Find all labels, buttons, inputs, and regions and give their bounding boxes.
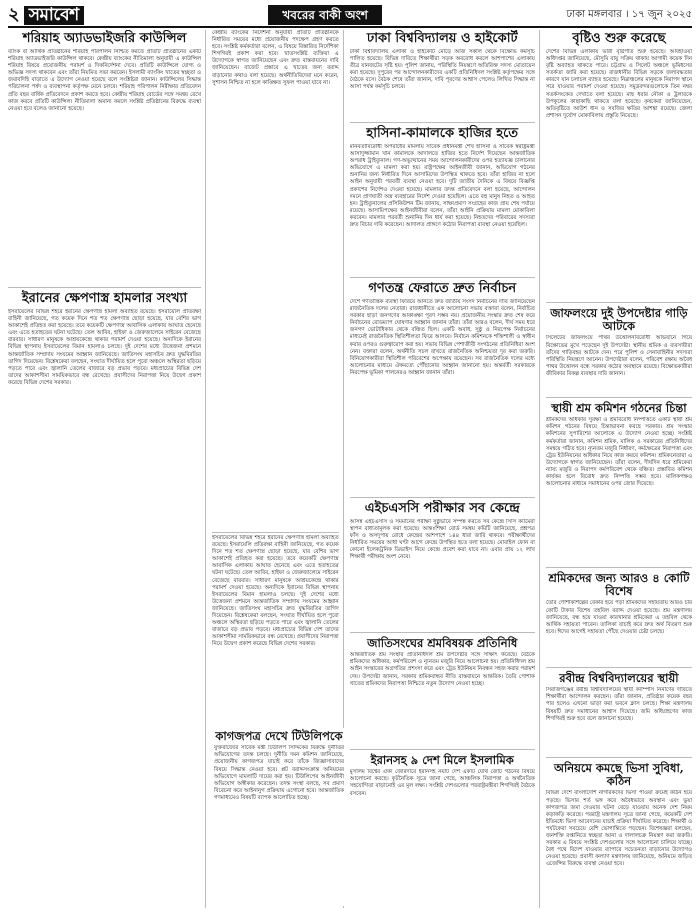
headline: স্থায়ী শ্রম কমিশন গঠনের চিন্তা [551,401,687,415]
column-1 [8,30,206,908]
dateline: ঢাকা মঙ্গলবার । ১৭ জুন ২০২৫ [566,8,692,20]
headline: এইচএসসি পরীক্ষার সব কেন্দ্রে [364,501,520,516]
story-rabindra-university [546,670,692,758]
story-tulip [214,728,344,906]
headline: রবীন্দ্র বিশ্ববিদ্যালয়ের স্থায়ী [559,671,679,685]
story-democracy-election [350,280,535,498]
story-body: ব্যাংক বা আর্থিক প্রতিষ্ঠানের শরিয়াহ পরিপালন নিশ্চিত করতে প্রতিটি প্রতিষ্ঠানের একটি শরিয়াহ অ্যাডভাইজরি কাউন্সিল থাকবে। কেন্দ্রীয় ব্যাংকের নীতিমালা অনুযায়ী এ কাউন্সিল শরিয়াহ বিষয়ে প্রয়োজনীয় পরামর্শ ও দিকনির্দেশনা দেবে। প্রতিটি কাউন্সিলে যোগ্য ও অভিজ্ঞ সদস্য থাকবেন এবং তাঁরা নিয়মিত সভা করবেন। ইসলামী ব্যাংকিং খাতের স্বচ্ছতা ও জবাবদিহি বাড়াতে এ উদ্যোগ নেওয়া হয়েছে বলে সংশ্লিষ্টরা জানান। কাউন্সিলের সিদ্ধান্ত পরিচালনা পর্ষদ ও ব্যবস্থাপনা কর্তৃপক্ষ মেনে চলবে। শরিয়াহ পরিপালন নিরীক্ষার প্রতিবেদন প্রতি বছর বার্ষিক প্রতিবেদনে প্রকাশ করতে হবে। কেন্দ্রীয় শরিয়াহ বোর্ডের সঙ্গে সমন্বয় রেখে কাজ করবে প্রতিটি কাউন্সিল। নীতিমালা অমান্য করলে সংশ্লিষ্ট প্রতিষ্ঠানের বিরুদ্ধে ব্যবস্থা নেওয়া হবে বলেও জানানো হয়েছে। [8,48,201,112]
headline: জাতিসংঘের শ্রমবিষয়ক প্রতিনিধি [367,636,518,650]
story-body: দেশে গণতান্ত্রিক ব্যবস্থা ফিরিয়ে আনতে দ্রুত জাতীয় সংসদ নির্বাচনের দাবি জানিয়েছেন রাজনৈতিক দলের নেতারা। রাজধানীতে এক আলোচনা সভায় বক্তারা বলেন, নির্বাচিত সরকার ছাড়া জনগণের আকাঙ্ক্ষা পূরণ সম্ভব নয়। প্রয়োজনীয় সংস্কার দ্রুত শেষ করে নির্বাচনের রোডম্যাপ ঘোষণার আহ্বান জানান তাঁরা। তাঁরা আরও বলেন, দীর্ঘ সময় ধরে জনগণ ভোটাধিকার থেকে বঞ্চিত ছিল। একটি অবাধ, সুষ্ঠু ও নিরপেক্ষ নির্বাচনের মাধ্যমেই রাজনৈতিক স্থিতিশীলতা ফিরে আসবে। নির্বাচন কমিশনকে শক্তিশালী ও স্বাধীন করার ওপরও গুরুত্বারোপ করা হয়। সভায় বিভিন্ন পেশাজীবী সংগঠনের প্রতিনিধিরা অংশ নেন। বক্তারা বলেন, অর্থনীতি সচল রাখতে রাজনৈতিক অনিশ্চয়তা দূর করা জরুরি। বিনিয়োগকারীরা স্থিতিশীল পরিবেশের অপেক্ষায় রয়েছেন। সব রাজনৈতিক দলের মধ্যে আলোচনার মাধ্যমে ঐকমত্যে পৌঁছানোর আহ্বান জানানো হয়। অন্তর্বর্তী সরকারকে নিরপেক্ষ ভূমিকা পালনেরও আহ্বান জানান তাঁরা। [349,298,535,376]
story-body: মুসলিম বিশ্বের ঐক্য জোরদারে ইরানসহ নয়টি দেশ একটি যৌথ জোট গঠনের বিষয়ে আলোচনা করছে। কূটনৈতিক সূত্রে জানা গেছে, আঞ্চলিক নিরাপত্তা ও অর্থনৈতিক সহযোগিতা বাড়ানোই এর মূল লক্ষ্য। সংশ্লিষ্ট দেশগুলোর পররাষ্ট্রমন্ত্রীরা শিগগিরই বৈঠকে বসবেন। [349,769,535,797]
story-body: আসন্ন এইচএসসি ও সমমানের পরীক্ষা সুষ্ঠুভাবে সম্পন্ন করতে সব কেন্দ্রে সিসি ক্যামেরা স্থাপন বাধ্যতামূলক করা হয়েছে। আন্তঃশিক্ষা বোর্ড সমন্বয় কমিটি জানিয়েছে, প্রশ্নপত্র ফাঁস ও অসদুপায় রোধে কেন্দ্রের আশপাশে ১৪৪ ধারা জারি থাকবে। পরীক্ষার্থীদের নির্ধারিত সময়ের আধা ঘণ্টা আগে কেন্দ্রে উপস্থিত হতে বলা হয়েছে। মোবাইল ফোন বা কোনো ইলেকট্রনিক ডিভাইস নিয়ে কেন্দ্রে প্রবেশ করা যাবে না। এবার প্রায় ১২ লাখ শিক্ষার্থী পরীক্ষায় অংশ নেবে। [349,518,535,561]
story-hsc-exam [350,500,535,633]
story-body: ইসরায়েলের বিভিন্ন শহরে ইরানের ক্ষেপণাস্ত্র হামলা অব্যাহত রয়েছে। ইসরায়েলি প্রতিরক্ষা বাহিনী জানিয়েছে, গত কয়েক দিনে শত শত ক্ষেপণাস্ত্র ছোড়া হয়েছে, যার বেশির ভাগ আকাশেই প্রতিহত করা হয়েছে। তবে কয়েকটি ক্ষেপণাস্ত্র আবাসিক এলাকায় আঘাত হেনেছে এবং এতে হতাহতের ঘটনা ঘটেছে। তেল আবিব, হাইফা ও জেরুজালেমে সাইরেন বেজেছে বারবার। সাধারণ মানুষকে আশ্রয়কেন্দ্রে থাকার পরামর্শ দেওয়া হয়েছে। অন্যদিকে ইরানের বিভিন্ন স্থাপনায় ইসরায়েলের বিমান হামলাও চলছে। দুই দেশের মধ্যে উত্তেজনা প্রশমনে আন্তর্জাতিক সম্প্রদায় সংযমের আহ্বান জানিয়েছে। জাতিসংঘ মহাসচিব দ্রুত যুদ্ধবিরতির তাগিদ দিয়েছেন। বিশ্লেষকেরা বলছেন, সংঘাত দীর্ঘায়িত হলে পুরো অঞ্চলে অস্থিরতা ছড়িয়ে পড়তে পারে এবং জ্বালানি তেলের বাজারে বড় প্রভাব পড়বে। মধ্যপ্রাচ্যের বিভিন্ন দেশ তাদের আকাশসীমা সাময়িকভাবে বন্ধ রেখেছে। প্রবাসীদের নিরাপত্তা নিয়ে উদ্বেগ প্রকাশ করেছে বিভিন্ন দেশের সরকার। [8,308,201,386]
newspaper-logo [24,6,84,25]
section-title: খবরের বাকী অংশ [268,5,382,25]
story-un-labour [350,635,535,750]
page-number: ২ [8,4,20,25]
headline: ইরানসহ ৯ দেশ মিলে ইসলামিক [370,753,514,767]
story-rain [546,30,692,303]
story-hasina-kamal [350,125,535,278]
story-body: আন্তর্জাতিক শ্রম সংস্থার প্রতিনিধিদল শ্রম উপদেষ্টার সঙ্গে সাক্ষাৎ করেছে। বৈঠকে শ্রমিকদের অধিকার, কর্মপরিবেশ ও ন্যূনতম মজুরি নিয়ে আলোচনা হয়। প্রতিনিধিদল শ্রম আইন সংস্কারের অগ্রগতির প্রশংসা করে এবং ট্রেড ইউনিয়ন নিবন্ধন সহজ করার পরামর্শ দেয়। উপদেষ্টা জানান, সরকার শ্রমিকবান্ধব নীতি বাস্তবায়নে আন্তরিক। তৈরি পোশাক খাতের শ্রমিকদের নিরাপত্তা নিশ্চিতে নতুন উদ্যোগ নেওয়া হচ্ছে। [349,652,535,687]
headline: ইরানের ক্ষেপণাস্ত্র হামলার সংখ্যা [21,291,188,306]
story-body: সিরাজগঞ্জের রবীন্দ্র বিশ্ববিদ্যালয়ের স্থায়ী ক্যাম্পাস নির্মাণের দাবিতে শিক্ষার্থীরা আন্দোলন করছেন। তাঁরা জানান, প্রতিষ্ঠার কয়েক বছর পার হলেও এখনো ভাড়া করা ভবনে ক্লাস চলছে। শিক্ষা মন্ত্রণালয় বিষয়টি দ্রুত সমাধানের আশ্বাস দিয়েছে। জমি অধিগ্রহণের কাজ শিগগিরই শুরু হবে বলে জানানো হয়েছে। [545,687,693,722]
story-body: মানবতাবিরোধী অপরাধের মামলায় সাবেক প্রধানমন্ত্রী শেখ হাসিনা ও সাবেক স্বরাষ্ট্রমন্ত্রী আসাদুজ্জামান খান কামালকে আদালতে হাজির হতে নির্দেশ দিয়েছেন আন্তর্জাতিক অপরাধ ট্রাইব্যুনাল। গণ-অভ্যুত্থানের সময় আন্দোলনকারীদের ওপর হত্যাযজ্ঞ চালানোর অভিযোগে এ মামলা করা হয়। রাষ্ট্রপক্ষের আইনজীবী জানান, অভিযোগ গঠনের শুনানির জন্য নির্ধারিত দিনে আসামিদের উপস্থিত থাকতে হবে। তাঁরা হাজির না হলে আইন অনুযায়ী পরবর্তী ব্যবস্থা নেওয়া হবে। দুটি জাতীয় দৈনিকে এ বিষয়ে বিজ্ঞপ্তি প্রকাশের নির্দেশও দেওয়া হয়েছে। মামলার তদন্ত প্রতিবেদনে বলা হয়েছে, আন্দোলন দমনে প্রাণঘাতী অস্ত্র ব্যবহারের নির্দেশ দেওয়া হয়েছিল। এতে বহু মানুষ নিহত ও আহত হন। ট্রাইব্যুনালের প্রসিকিউশন টিম জানায়, সাক্ষ্যপ্রমাণ সংগ্রহের কাজ প্রায় শেষ পর্যায়ে রয়েছে। আসামিপক্ষের আইনজীবীরা বলেন, তাঁরা আইনি প্রক্রিয়ায় মামলা মোকাবিলা করবেন। মামলার পরবর্তী শুনানির দিন ধার্য করা হয়েছে। নিহতদের পরিবারের সদস্যরা দ্রুত বিচার দাবি করেছেন। আদালত প্রাঙ্গণে কঠোর নিরাপত্তা ব্যবস্থা নেওয়া হয়েছিল। [349,143,535,228]
story-body: বিভিন্ন দেশে বাংলাদেশি নাগরিকদের ভিসা পাওয়া ক্রমেই কঠিন হয়ে পড়ছে। ভিসার শর্ত ভঙ্গ করে অবৈধভাবে অবস্থান এবং ভুয়া কাগজপত্র জমা দেওয়ার ঘটনা বেড়ে যাওয়ায় অনেক দেশ নিয়ম কড়াকড়ি করেছে। পররাষ্ট্র মন্ত্রণালয় সূত্রে জানা গেছে, কয়েকটি দেশ ইতিমধ্যে ভিসা আবেদনের যাচাই প্রক্রিয়া দীর্ঘায়িত করেছে। শিক্ষার্থী ও পর্যটকেরা সবচেয়ে বেশি ভোগান্তিতে পড়ছেন। বিশেষজ্ঞরা বলছেন, জনশক্তি রপ্তানিতে স্বচ্ছতা আনা ও দালালচক্র নিয়ন্ত্রণ করা জরুরি। সরকার এ বিষয়ে সংশ্লিষ্ট দেশগুলোর সঙ্গে আলোচনা চালিয়ে যাচ্ছে। বৈধ পথে বিদেশ যাওয়ার ব্যাপারে সচেতনতা বাড়ানোর উদ্যোগও নেওয়া হয়েছে। প্রবাসী কল্যাণ মন্ত্রণালয় জানিয়েছে, অনিয়মে জড়িত এজেন্সির বিরুদ্ধে ব্যবস্থা নেওয়া হবে। [545,790,693,868]
story-worker-fund [546,570,692,668]
story-iran-missiles [8,290,201,906]
story-labour-commission [546,400,692,568]
story-body: ঢাকা বিশ্ববিদ্যালয় এলাকা ও হাইকোর্ট মোড়ে আজ সকাল থেকে বিক্ষোভ কর্মসূচি পালিত হয়েছে। বিভিন্ন দাবিতে শিক্ষার্থীরা সড়ক অবরোধ করলে আশপাশের এলাকায় তীব্র যানজটের সৃষ্টি হয়। পুলিশ জানায়, পরিস্থিতি নিয়ন্ত্রণে অতিরিক্ত সদস্য মোতায়েন করা হয়েছে। দুপুরের পর আন্দোলনকারীদের একটি প্রতিনিধিদল সংশ্লিষ্ট কর্তৃপক্ষের সঙ্গে বৈঠকে বসে। বৈঠক শেষে তাঁরা জানান, দাবি পূরণের আশ্বাস পেলেও লিখিত সিদ্ধান্ত না আসা পর্যন্ত কর্মসূচি চলবে। [349,48,535,91]
story-continuation [212,30,339,533]
masthead-left [8,6,84,25]
headline: গণতন্ত্র ফেরাতে দ্রুত নির্বাচন [368,281,517,296]
story-body: কেন্দ্রীয় ব্যাংকের নির্দেশনা অনুযায়ী প্রতিটি প্রতিষ্ঠানকে নির্ধারিত সময়ের মধ্যে প্রয়োজনীয় পদক্ষেপ গ্রহণ করতে হবে। সংশ্লিষ্ট কর্মকর্তারা বলেন, এ বিষয়ে বিস্তারিত নির্দেশিকা শিগগিরই প্রকাশ করা হবে। খাতসংশ্লিষ্ট ব্যক্তিরা এ উদ্যোগকে স্বাগত জানিয়েছেন এবং দ্রুত বাস্তবায়নের দাবি জানিয়েছেন। বাজেট প্রস্তাবে এ খাতের জন্য বরাদ্দ বাড়ানোর কথাও বলা হয়েছে। অর্থনীতিবিদেরা মনে করেন, সুশাসন নিশ্চিত না হলে কাঙ্ক্ষিত সুফল পাওয়া যাবে না। [211,30,339,86]
headline: অনিয়মে কমছে ভিসা সুবিধা, কঠিন [554,761,684,789]
story-iran-nine-countries [350,752,535,906]
column-3 [350,30,540,908]
headline: হাসিনা-কামালকে হাজির হতে [366,126,519,141]
story-body: শ্রমিকদের অধিকার সুরক্ষা ও শ্রমবিরোধ নিষ্পত্তিতে একটি স্থায়ী শ্রম কমিশন গঠনের বিষয়ে চিন্তাভাবনা করছে সরকার। শ্রম সংস্কার কমিশনের সুপারিশের আলোকে এ উদ্যোগ নেওয়া হচ্ছে। সংশ্লিষ্ট কর্মকর্তারা জানান, কমিশন শ্রমিক, মালিক ও সরকারের প্রতিনিধিদের সমন্বয়ে গঠিত হবে। ন্যূনতম মজুরি নির্ধারণ, কর্মক্ষেত্রের নিরাপত্তা এবং ট্রেড ইউনিয়নের অধিকার নিয়ে কাজ করবে কমিশন। শ্রমিকনেতারা এ উদ্যোগকে স্বাগত জানিয়েছেন। তাঁরা বলেন, দীর্ঘদিন ধরে শ্রমিকেরা ন্যায্য মজুরি ও নিরাপদ কর্মপরিবেশ থেকে বঞ্চিত। প্রস্তাবিত কমিশন কার্যকর হলে বিরোধ দ্রুত নিষ্পত্তি সম্ভব হবে। মালিকপক্ষও আলোচনার মাধ্যমে সমাধানের ওপর জোর দিয়েছে। [545,417,693,488]
story-body: যুক্তরাজ্যের সাবেক মন্ত্রী টিউলিপ সিদ্দিকের বিরুদ্ধে দুর্নীতির অভিযোগের তদন্ত চলছে। দুর্নীতি দমন কমিশন জানিয়েছে, প্রয়োজনীয় কাগজপত্র যাচাই করে তাঁকে জিজ্ঞাসাবাদের বিষয়ে সিদ্ধান্ত নেওয়া হবে। প্লট বরাদ্দসংক্রান্ত অনিয়মের অভিযোগে মামলাটি দায়ের করা হয়। টিউলিপের আইনজীবী অভিযোগ অস্বীকার করেছেন। তদন্ত সংস্থা বলছে, সব প্রমাণ বিবেচনা করে আইনানুগ প্রক্রিয়ায় এগোনো হবে। আন্তর্জাতিক গণমাধ্যমেও বিষয়টি ব্যাপক আলোচিত হচ্ছে। [214,745,344,801]
column-4 [546,30,692,908]
headline: শ্রমিকদের জন্য আরও ৪ কোটি বিশেষ [548,571,690,599]
newspaper-name: সমাবেশ [24,6,84,25]
story-shariah-council [8,30,201,288]
headline: কাগজপত্র দেখে টিউলিপকে [215,729,343,743]
headline: বৃষ্টিও শুরু করেছে [572,31,666,46]
story-dhaka-university [350,30,535,123]
story-visa [546,760,692,906]
headline: শরিয়াহ অ্যাডভাইজরি কাউন্সিল [22,31,187,46]
headline: জাফলংয়ে দুই উপদেষ্টার গাড়ি আটকে [550,306,688,334]
story-body: সিলেটের জাফলংয়ে পাথর উত্তোলনবিরোধী অভিযানে গিয়ে বিক্ষোভের মুখে পড়েছেন দুই উপদেষ্টা। স্থানীয় শ্রমিক ও ব্যবসায়ীরা তাঁদের গাড়িবহর আটকে দেন। পরে পুলিশ ও সেনাবাহিনীর সদস্যরা পরিস্থিতি নিয়ন্ত্রণে আনেন। উপদেষ্টারা বলেন, পরিবেশ রক্ষায় অবৈধ পাথর উত্তোলন বন্ধে সরকার কঠোর অবস্থানে রয়েছে। বিক্ষোভকারীরা জীবিকার বিকল্প ব্যবস্থার দাবি জানান। [545,335,693,377]
masthead [8,4,692,28]
story-body: তৈরি পোশাকশিল্পের বেকার হয়ে পড়া শ্রমিকদের সহায়তায় আরও চার কোটি টাকার বিশেষ তহবিল বরাদ্দ দেওয়া হয়েছে। শ্রম মন্ত্রণালয় জানিয়েছে, বন্ধ হয়ে যাওয়া কারখানার শ্রমিকেরা এ তহবিল থেকে আর্থিক সহায়তা পাবেন। তালিকা যাচাই করে দ্রুত অর্থ বিতরণ শুরু হবে। ঈদের আগেই সহায়তা পৌঁছে দেওয়ার চেষ্টা চলছে। [545,600,693,635]
columns [8,30,692,908]
story-body: ইসরায়েলের বিভিন্ন শহরে ইরানের ক্ষেপণাস্ত্র হামলা অব্যাহত রয়েছে। ইসরায়েলি প্রতিরক্ষা বাহিনী জানিয়েছে, গত কয়েক দিনে শত শত ক্ষেপণাস্ত্র ছোড়া হয়েছে, যার বেশির ভাগ আকাশেই প্রতিহত করা হয়েছে। তবে কয়েকটি ক্ষেপণাস্ত্র আবাসিক এলাকায় আঘাত হেনেছে এবং এতে হতাহতের ঘটনা ঘটেছে। তেল আবিব, হাইফা ও জেরুজালেমে সাইরেন বেজেছে বারবার। সাধারণ মানুষকে আশ্রয়কেন্দ্রে থাকার পরামর্শ দেওয়া হয়েছে। অন্যদিকে ইরানের বিভিন্ন স্থাপনায় ইসরায়েলের বিমান হামলাও চলছে। দুই দেশের মধ্যে উত্তেজনা প্রশমনে আন্তর্জাতিক সম্প্রদায় সংযমের আহ্বান জানিয়েছে। জাতিসংঘ মহাসচিব দ্রুত যুদ্ধবিরতির তাগিদ দিয়েছেন। বিশ্লেষকেরা বলছেন, সংঘাত দীর্ঘায়িত হলে পুরো অঞ্চলে অস্থিরতা ছড়িয়ে পড়তে পারে এবং জ্বালানি তেলের বাজারে বড় প্রভাব পড়বে। মধ্যপ্রাচ্যের বিভিন্ন দেশ তাদের আকাশসীমা সাময়িকভাবে বন্ধ রেখেছে। প্রবাসীদের নিরাপত্তা নিয়ে উদ্বেগ প্রকাশ করেছে বিভিন্ন দেশের সরকার। [211,535,339,648]
story-body: দেশের বিভিন্ন এলাকায় ভারী বৃষ্টিপাত শুরু হয়েছে। আবহাওয়া অধিদপ্তর জানিয়েছে, মৌসুমি বায়ু সক্রিয় থাকায় আগামী কয়েক দিন বৃষ্টি অব্যাহত থাকতে পারে। চট্টগ্রাম ও সিলেট অঞ্চলে ভূমিধসের সতর্কতা জারি করা হয়েছে। রাজধানীর বিভিন্ন সড়কে জলাবদ্ধতার কারণে যান চলাচল ব্যাহত হয়েছে। নিম্নাঞ্চলের মানুষকে নিরাপদ স্থানে সরে যাওয়ার পরামর্শ দেওয়া হয়েছে। সমুদ্রবন্দরগুলোকে তিন নম্বর সতর্কসংকেত দেখাতে বলা হয়েছে। মাছ ধরার নৌকা ও ট্রলারকে উপকূলের কাছাকাছি থাকতে বলা হয়েছে। কৃষকেরা জানিয়েছেন, অতিবৃষ্টিতে আউশ ধান ও সবজির ক্ষতির আশঙ্কা রয়েছে। জেলা প্রশাসন দুর্যোগ মোকাবিলায় প্রস্তুতি নিয়েছে। [545,48,693,119]
story-jaflong [546,305,692,398]
headline: ঢাকা বিশ্ববিদ্যালয় ও হাইকোর্ট [366,31,518,46]
